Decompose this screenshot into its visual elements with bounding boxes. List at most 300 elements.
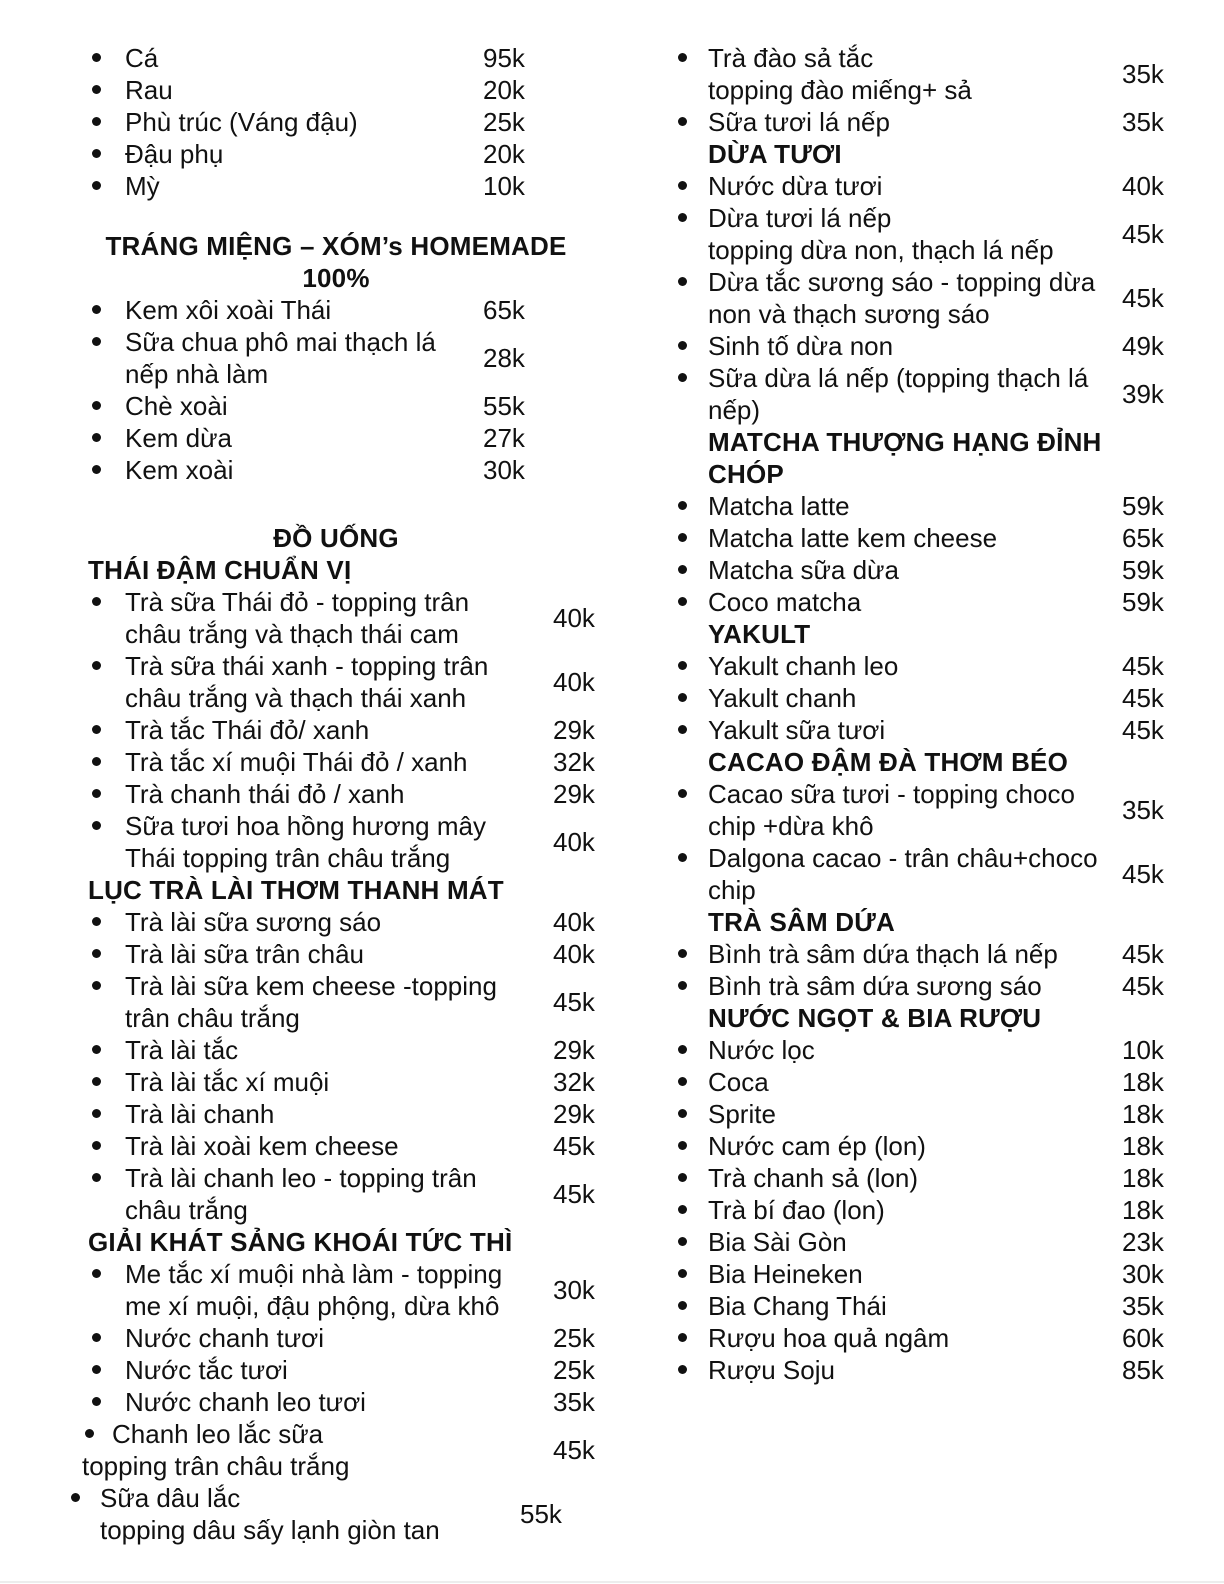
item-label-line: Rượu hoa quả ngâm xyxy=(708,1323,950,1353)
item-label-line: Bia Heineken xyxy=(708,1259,863,1289)
section-heading-line: DỪA TƯƠI xyxy=(708,139,842,169)
bullet-icon xyxy=(678,1301,687,1310)
menu-item-row xyxy=(60,1130,612,1162)
bullet-icon xyxy=(92,433,101,442)
item-price: 45k xyxy=(1122,651,1164,681)
item-label-line: Me tắc xí muội nhà làm - topping xyxy=(125,1259,503,1289)
item-label xyxy=(60,106,612,138)
item-label-line: topping dâu sấy lạnh giòn tan xyxy=(100,1515,440,1545)
item-price: 35k xyxy=(1122,795,1164,825)
item-label-line: Bia Chang Thái xyxy=(708,1291,887,1321)
item-label-line: châu trắng và thạch thái xanh xyxy=(125,683,467,713)
item-price: 40k xyxy=(553,827,595,857)
bullet-icon xyxy=(678,725,687,734)
item-label-line: me xí muội, đậu phộng, dừa khô xyxy=(125,1291,500,1321)
item-label xyxy=(60,1098,612,1130)
bullet-icon xyxy=(92,181,101,190)
item-price: 45k xyxy=(1122,283,1164,313)
menu-item-row xyxy=(640,1194,1224,1226)
menu-item-row xyxy=(60,1034,612,1066)
bullet-icon xyxy=(678,565,687,574)
section-heading xyxy=(708,1002,1224,1034)
section-heading-line: NƯỚC NGỌT & BIA RƯỢU xyxy=(708,1003,1042,1033)
bullet-icon xyxy=(92,1109,101,1118)
section-heading xyxy=(60,230,612,294)
section-heading-line: TRÀ SÂM DỨA xyxy=(708,907,895,937)
menu-item-row xyxy=(640,842,1224,906)
item-price: 45k xyxy=(1122,859,1164,889)
item-label-line: Nước dừa tươi xyxy=(708,171,883,201)
menu-item-row xyxy=(60,906,612,938)
menu-item-row xyxy=(640,1162,1224,1194)
menu-item-row xyxy=(640,1226,1224,1258)
item-label-line: Trà lài sữa trân châu xyxy=(125,939,364,969)
item-label xyxy=(60,1418,612,1482)
menu-item-row xyxy=(60,42,612,74)
menu-item-row xyxy=(640,714,1224,746)
menu-item-row xyxy=(640,682,1224,714)
menu-item-row xyxy=(60,1418,612,1482)
item-label-line: topping trân châu trắng xyxy=(82,1451,350,1481)
item-label xyxy=(60,326,612,390)
menu-item-row xyxy=(640,1066,1224,1098)
item-label-line: Phù trúc (Váng đậu) xyxy=(125,107,358,137)
bullet-icon xyxy=(92,1045,101,1054)
bullet-icon xyxy=(678,1269,687,1278)
item-label-line: Kem xoài xyxy=(125,455,234,485)
item-price: 45k xyxy=(553,1179,595,1209)
bullet-icon xyxy=(678,1333,687,1342)
item-label xyxy=(60,810,612,874)
bullet-icon xyxy=(678,1077,687,1086)
bullet-icon xyxy=(678,373,687,382)
item-label-line: Trà lài chanh leo - topping trân xyxy=(125,1163,477,1193)
item-label-line: Nước chanh tươi xyxy=(125,1323,324,1353)
menu-item-row xyxy=(60,1258,612,1322)
section-heading-line: LỤC TRÀ LÀI THƠM THANH MÁT xyxy=(88,875,504,905)
item-label-line: châu trắng xyxy=(125,1195,248,1225)
section-spacer xyxy=(60,202,612,230)
section-heading xyxy=(708,746,1224,778)
menu-column-left xyxy=(60,42,612,1546)
item-price: 45k xyxy=(553,1435,595,1465)
item-label-line: Trà sữa thái xanh - topping trân xyxy=(125,651,489,681)
section-heading-line: 100% xyxy=(302,263,370,293)
item-label xyxy=(60,138,612,170)
bullet-icon xyxy=(678,117,687,126)
menu-item-row xyxy=(60,74,612,106)
item-label-line: Nước chanh leo tươi xyxy=(125,1387,366,1417)
item-label-line: nếp) xyxy=(708,395,761,425)
menu-item-row xyxy=(60,390,612,422)
menu-item-row xyxy=(60,1354,612,1386)
item-label-line: Dalgona cacao - trân châu+choco xyxy=(708,843,1098,873)
item-label-line: Trà chanh thái đỏ / xanh xyxy=(125,779,405,809)
section-heading-line: THÁI ĐẬM CHUẨN VỊ xyxy=(88,555,352,585)
page-bottom-edge xyxy=(0,1581,1224,1583)
item-label-line: Sữa dừa lá nếp (topping thạch lá xyxy=(708,363,1089,393)
item-label-line: Sinh tố dừa non xyxy=(708,331,894,361)
item-price: 85k xyxy=(1122,1355,1164,1385)
section-heading xyxy=(88,1226,612,1258)
menu-item-row xyxy=(640,586,1224,618)
bullet-icon xyxy=(92,337,101,346)
bullet-icon xyxy=(92,949,101,958)
item-label xyxy=(60,1162,612,1226)
item-label-line: topping dừa non, thạch lá nếp xyxy=(708,235,1054,265)
section-heading xyxy=(708,906,1224,938)
menu-item-row xyxy=(640,938,1224,970)
item-price: 18k xyxy=(1122,1067,1164,1097)
menu-item-row xyxy=(640,522,1224,554)
bullet-icon xyxy=(92,661,101,670)
menu-item-row xyxy=(60,138,612,170)
item-price: 59k xyxy=(1122,491,1164,521)
bullet-icon xyxy=(92,85,101,94)
menu-item-row xyxy=(60,746,612,778)
menu-item-row xyxy=(640,1354,1224,1386)
item-label-line: chip xyxy=(708,875,756,905)
item-price: 49k xyxy=(1122,331,1164,361)
item-label-line: Yakult sữa tươi xyxy=(708,715,886,745)
item-label-line: Kem dừa xyxy=(125,423,233,453)
menu-item-row xyxy=(640,170,1224,202)
menu-item-row xyxy=(640,1034,1224,1066)
item-label-line: Bình trà sâm dứa thạch lá nếp xyxy=(708,939,1058,969)
bullet-icon xyxy=(92,305,101,314)
section-heading-line: CACAO ĐẬM ĐÀ THƠM BÉO xyxy=(708,747,1069,777)
menu-item-row xyxy=(60,454,612,486)
item-price: 45k xyxy=(553,1131,595,1161)
item-price: 45k xyxy=(553,987,595,1017)
item-label-line: Yakult chanh leo xyxy=(708,651,899,681)
item-price: 10k xyxy=(483,171,525,201)
item-label-line: non và thạch sương sáo xyxy=(708,299,990,329)
item-label-line: Cá xyxy=(125,43,159,73)
menu-item-row xyxy=(60,1386,612,1418)
menu-item-row xyxy=(640,1258,1224,1290)
item-label-line: Trà đào sả tắc xyxy=(708,43,874,73)
item-price: 20k xyxy=(483,139,525,169)
menu-item-row xyxy=(640,330,1224,362)
menu-item-row xyxy=(60,1322,612,1354)
bullet-icon xyxy=(678,853,687,862)
section-heading xyxy=(708,618,1224,650)
item-label-line: Nước lọc xyxy=(708,1035,815,1065)
bullet-icon xyxy=(71,1493,80,1502)
item-label-line: Matcha sữa dừa xyxy=(708,555,899,585)
item-label xyxy=(60,650,612,714)
item-price: 29k xyxy=(553,1035,595,1065)
bullet-icon xyxy=(92,597,101,606)
item-price: 18k xyxy=(1122,1163,1164,1193)
bullet-icon xyxy=(92,1173,101,1182)
item-label-line: Cacao sữa tươi - topping choco xyxy=(708,779,1075,809)
menu-item-row xyxy=(640,554,1224,586)
item-price: 35k xyxy=(1122,59,1164,89)
section-heading-line: MATCHA THƯỢNG HẠNG ĐỈNH xyxy=(708,427,1102,457)
menu-item-row xyxy=(60,422,612,454)
bullet-icon xyxy=(678,181,687,190)
item-price: 40k xyxy=(553,939,595,969)
item-label xyxy=(60,714,612,746)
bullet-icon xyxy=(678,53,687,62)
menu-item-row xyxy=(60,1482,612,1546)
item-label-line: Trà tắc xí muội Thái đỏ / xanh xyxy=(125,747,468,777)
item-label-line: Nước tắc tươi xyxy=(125,1355,288,1385)
menu-item-row xyxy=(640,1098,1224,1130)
item-price: 30k xyxy=(1122,1259,1164,1289)
item-price: 27k xyxy=(483,423,525,453)
item-label-line: Đậu phụ xyxy=(125,139,224,169)
bullet-icon xyxy=(678,277,687,286)
item-label xyxy=(60,294,612,326)
item-label xyxy=(60,390,612,422)
menu-item-row xyxy=(60,170,612,202)
section-heading xyxy=(88,874,612,906)
menu-item-row xyxy=(60,938,612,970)
item-price: 23k xyxy=(1122,1227,1164,1257)
item-price: 25k xyxy=(553,1355,595,1385)
menu-item-row xyxy=(60,294,612,326)
item-label xyxy=(60,906,612,938)
item-label-line: Trà lài xoài kem cheese xyxy=(125,1131,399,1161)
item-price: 59k xyxy=(1122,587,1164,617)
bullet-icon xyxy=(92,1269,101,1278)
item-label-line: Matcha latte xyxy=(708,491,850,521)
bullet-icon xyxy=(92,53,101,62)
menu-item-row xyxy=(60,970,612,1034)
item-price: 29k xyxy=(553,779,595,809)
item-label-line: Trà lài sữa sương sáo xyxy=(125,907,382,937)
item-price: 60k xyxy=(1122,1323,1164,1353)
menu-column-right xyxy=(640,42,1224,1386)
item-label-line: châu trắng và thạch thái cam xyxy=(125,619,459,649)
bullet-icon xyxy=(678,661,687,670)
item-price: 32k xyxy=(553,747,595,777)
bullet-icon xyxy=(678,1205,687,1214)
menu-item-row xyxy=(640,1322,1224,1354)
item-price: 40k xyxy=(553,603,595,633)
item-price: 29k xyxy=(553,715,595,745)
bullet-icon xyxy=(678,341,687,350)
item-price: 59k xyxy=(1122,555,1164,585)
item-label xyxy=(60,454,612,486)
bullet-icon xyxy=(678,533,687,542)
item-label-line: Sữa tươi lá nếp xyxy=(708,107,890,137)
item-label-line: Trà lài sữa kem cheese -topping xyxy=(125,971,497,1001)
item-label-line: Dừa tắc sương sáo - topping dừa xyxy=(708,267,1096,297)
menu-item-row xyxy=(640,970,1224,1002)
item-label-line: topping đào miếng+ sả xyxy=(708,75,972,105)
menu-item-row xyxy=(640,1290,1224,1322)
bullet-icon xyxy=(92,1365,101,1374)
item-label-line: Rau xyxy=(125,75,173,105)
bullet-icon xyxy=(678,949,687,958)
item-price: 40k xyxy=(553,907,595,937)
menu-item-row xyxy=(640,1130,1224,1162)
item-label xyxy=(60,1130,612,1162)
item-price: 45k xyxy=(1122,715,1164,745)
bullet-icon xyxy=(678,1365,687,1374)
item-price: 25k xyxy=(553,1323,595,1353)
bullet-icon xyxy=(92,149,101,158)
bullet-icon xyxy=(678,981,687,990)
section-heading-line: ĐỒ UỐNG xyxy=(273,523,399,553)
item-label xyxy=(60,746,612,778)
bullet-icon xyxy=(92,917,101,926)
item-label-line: Mỳ xyxy=(125,171,160,201)
menu-item-row xyxy=(60,106,612,138)
item-price: 18k xyxy=(1122,1099,1164,1129)
section-heading xyxy=(708,426,1224,490)
section-spacer xyxy=(60,486,612,522)
item-price: 55k xyxy=(520,1499,562,1529)
bullet-icon xyxy=(92,725,101,734)
item-price: 55k xyxy=(483,391,525,421)
bullet-icon xyxy=(678,1237,687,1246)
item-price: 35k xyxy=(1122,107,1164,137)
item-label-line: Bia Sài Gòn xyxy=(708,1227,847,1257)
item-price: 10k xyxy=(1122,1035,1164,1065)
menu-item-row xyxy=(60,1162,612,1226)
item-label-line: Coco matcha xyxy=(708,587,862,617)
item-price: 45k xyxy=(1122,939,1164,969)
menu-item-row xyxy=(640,42,1224,106)
item-price: 40k xyxy=(1122,171,1164,201)
item-label-line: Trà lài tắc xí muội xyxy=(125,1067,330,1097)
bullet-icon xyxy=(678,501,687,510)
item-label xyxy=(60,970,612,1034)
item-price: 32k xyxy=(553,1067,595,1097)
bullet-icon xyxy=(678,1109,687,1118)
item-label xyxy=(60,42,612,74)
item-label-line: Matcha latte kem cheese xyxy=(708,523,998,553)
item-label-line: Nước cam ép (lon) xyxy=(708,1131,926,1161)
bullet-icon xyxy=(678,1045,687,1054)
item-label xyxy=(60,1322,612,1354)
item-label xyxy=(60,1354,612,1386)
item-label xyxy=(60,1066,612,1098)
section-heading-line: CHÓP xyxy=(708,459,784,489)
bullet-icon xyxy=(678,213,687,222)
item-label-line: Sprite xyxy=(708,1099,776,1129)
item-price: 18k xyxy=(1122,1131,1164,1161)
item-label-line: trân châu trắng xyxy=(125,1003,300,1033)
section-heading-line: TRÁNG MIỆNG – XÓM’s HOMEMADE xyxy=(105,231,567,261)
item-label xyxy=(60,170,612,202)
section-heading-line: GIẢI KHÁT SẢNG KHOÁI TỨC THÌ xyxy=(88,1227,513,1257)
item-label-line: Trà bí đao (lon) xyxy=(708,1195,885,1225)
menu-item-row xyxy=(60,586,612,650)
item-price: 65k xyxy=(483,295,525,325)
menu-item-row xyxy=(60,810,612,874)
item-price: 35k xyxy=(1122,1291,1164,1321)
item-label-line: Bình trà sâm dứa sương sáo xyxy=(708,971,1042,1001)
menu-item-row xyxy=(640,778,1224,842)
section-heading xyxy=(60,522,612,554)
bullet-icon xyxy=(92,401,101,410)
section-heading-line: YAKULT xyxy=(708,619,811,649)
item-price: 30k xyxy=(553,1275,595,1305)
item-label-line: nếp nhà làm xyxy=(125,359,269,389)
item-price: 95k xyxy=(483,43,525,73)
item-label-line: Chè xoài xyxy=(125,391,228,421)
item-label-line: Sữa dâu lắc xyxy=(100,1483,241,1513)
item-label-line: Trà lài tắc xyxy=(125,1035,239,1065)
section-heading xyxy=(708,138,1224,170)
bullet-icon xyxy=(678,1141,687,1150)
item-label xyxy=(60,938,612,970)
item-label-line: Trà tắc Thái đỏ/ xanh xyxy=(125,715,370,745)
menu-item-row xyxy=(640,106,1224,138)
item-label-line: Trà chanh sả (lon) xyxy=(708,1163,919,1193)
menu-item-row xyxy=(60,1066,612,1098)
bullet-icon xyxy=(92,1077,101,1086)
bullet-icon xyxy=(92,789,101,798)
bullet-icon xyxy=(92,1333,101,1342)
item-label xyxy=(60,778,612,810)
menu-item-row xyxy=(640,202,1224,266)
item-price: 65k xyxy=(1122,523,1164,553)
item-label-line: Trà lài chanh xyxy=(125,1099,275,1129)
item-price: 45k xyxy=(1122,219,1164,249)
item-price: 35k xyxy=(553,1387,595,1417)
item-label-line: Coca xyxy=(708,1067,769,1097)
menu-item-row xyxy=(640,490,1224,522)
menu-item-row xyxy=(60,650,612,714)
item-label xyxy=(60,586,612,650)
item-label-line: Thái topping trân châu trắng xyxy=(125,843,451,873)
menu-item-row xyxy=(60,714,612,746)
item-label xyxy=(60,1034,612,1066)
menu-item-row xyxy=(60,778,612,810)
item-price: 40k xyxy=(553,667,595,697)
menu-item-row xyxy=(640,650,1224,682)
bullet-icon xyxy=(678,789,687,798)
item-label xyxy=(60,422,612,454)
item-price: 25k xyxy=(483,107,525,137)
menu-item-row xyxy=(640,266,1224,330)
item-price: 45k xyxy=(1122,683,1164,713)
item-label-line: Chanh leo lắc sữa xyxy=(112,1419,324,1449)
menu-item-row xyxy=(640,362,1224,426)
bullet-icon xyxy=(85,1429,94,1438)
item-label-line: Trà sữa Thái đỏ - topping trân xyxy=(125,587,470,617)
item-price: 30k xyxy=(483,455,525,485)
item-label xyxy=(60,1386,612,1418)
item-label-line: Kem xôi xoài Thái xyxy=(125,295,332,325)
item-label-line: Rượu Soju xyxy=(708,1355,835,1385)
item-label xyxy=(60,74,612,106)
menu-item-row xyxy=(60,326,612,390)
bullet-icon xyxy=(678,1173,687,1182)
item-label-line: Yakult chanh xyxy=(708,683,857,713)
item-label-line: chip +dừa khô xyxy=(708,811,874,841)
bullet-icon xyxy=(92,117,101,126)
bullet-icon xyxy=(678,693,687,702)
bullet-icon xyxy=(92,757,101,766)
bullet-icon xyxy=(92,821,101,830)
bullet-icon xyxy=(92,1141,101,1150)
item-price: 18k xyxy=(1122,1195,1164,1225)
menu-item-row xyxy=(60,1098,612,1130)
item-label xyxy=(60,1258,612,1322)
item-label-line: Sữa tươi hoa hồng hương mây xyxy=(125,811,486,841)
item-price: 28k xyxy=(483,343,525,373)
section-heading xyxy=(88,554,612,586)
item-price: 39k xyxy=(1122,379,1164,409)
